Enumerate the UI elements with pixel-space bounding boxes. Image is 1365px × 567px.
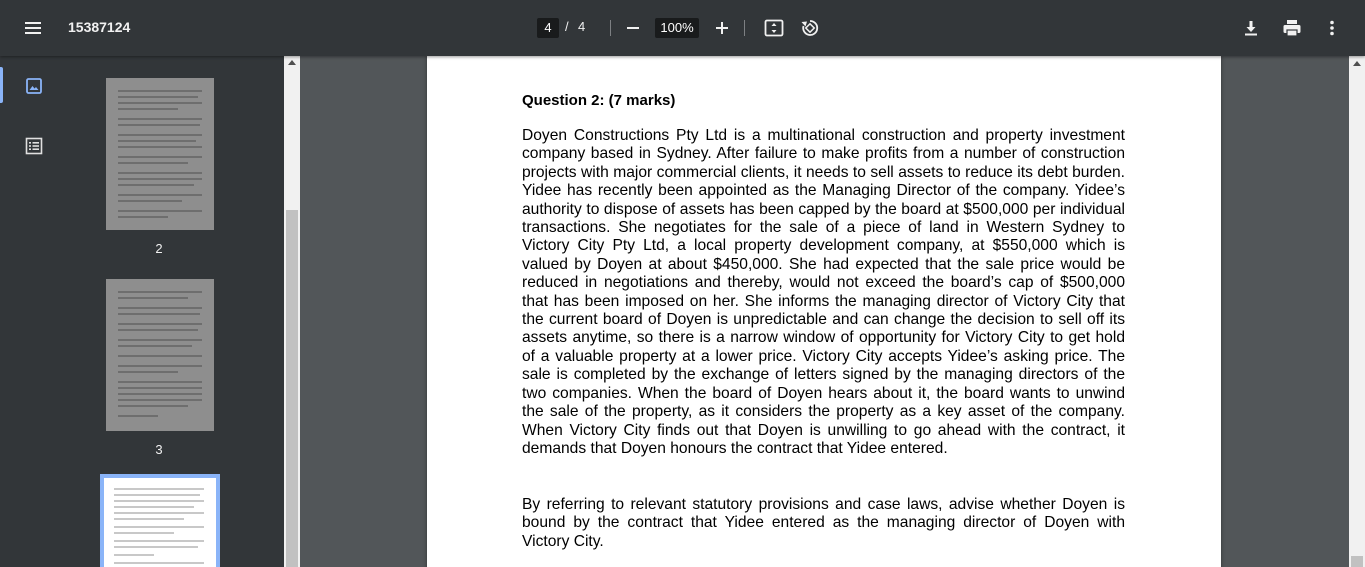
print-icon[interactable] [1282,18,1302,38]
thumbnail-page-2[interactable] [106,78,214,230]
page-number-input[interactable]: 4 [537,18,559,38]
active-indicator [0,67,3,103]
thumbnail-label: 2 [155,241,163,256]
pdf-page [427,56,1221,567]
outline-icon[interactable] [22,134,46,158]
download-icon[interactable] [1241,18,1261,38]
thumbnail-page-3[interactable] [106,279,214,431]
question-instruction: By referring to relevant statutory provisions and case laws, advise whether Doyen is bound by the contract that Yidee entered as the managing director of Doyen with Victory City. [522,496,1125,550]
viewer-scrollbar[interactable] [1349,56,1365,567]
rotate-icon[interactable] [800,18,820,38]
question-paragraph: Doyen Constructions Pty Ltd is a multinational construction and property investment company based in Sydney. After failure to make profits from a number of construction projects with major commercial clients, it needs to sell assets to reduce its debt burden. Yidee has recently been appointed as the Managing Director of the company. Yidee’s authority to dispose of assets has been capped by the board at $500,000 per individual transactions. She negotiates for the sale of a piece of land in Western Sydney to Victory City Pty Ltd, a local property development company, at $550,000 which is valued by Doyen at about $450,000. She had expected that the sale price would be reduced in negotiations and thereby, would not exceed the board’s cap of $500,000 that has been imposed on her. She informs the managing director of Victory City that the current board of Doyen is unpredictable and can change the decision to sell off its assets anytime, so there is a narrow window of opportunity for Victory City to get hold of a valuable property at a lower price. Victory City accepts Yidee’s asking price. The sale is completed by the exchange of letters signed by the managing directors of the two companies. When the board of Doyen hears about it, the board wants to unwind the sale of the property, as it considers the property as a key asset of the company. When Victory City finds out that Doyen is unwilling to go ahead with the contract, it demands that Doyen honours the contract that Yidee entered. [522,127,1125,457]
page-total: 4 [578,19,586,34]
more-vert-icon[interactable] [1322,18,1342,38]
document-title: 15387124 [68,19,131,35]
scroll-up-arrow-icon[interactable] [1353,61,1361,66]
zoom-level-input[interactable]: 100% [655,18,699,38]
sidebar-rail [0,56,68,567]
thumbnails-icon[interactable] [22,74,46,98]
zoom-out-icon[interactable] [622,18,644,38]
menu-icon[interactable] [20,16,44,40]
thumbnail-pane [68,56,284,567]
scrollbar-thumb[interactable] [1351,556,1363,567]
fit-page-icon[interactable] [764,18,784,38]
question-heading: Question 2: (7 marks) [522,92,676,109]
sidebar-scrollbar[interactable] [284,56,300,567]
toolbar-divider [610,20,611,36]
scroll-up-arrow-icon[interactable] [288,60,296,65]
document-viewer [300,56,1349,567]
toolbar-divider [744,20,745,36]
thumbnail-label: 3 [155,442,163,457]
scrollbar-thumb[interactable] [286,210,298,567]
viewer-toolbar [0,0,1365,56]
zoom-in-icon[interactable] [711,18,733,38]
page-separator: / [565,19,569,34]
thumbnail-page-4[interactable] [100,474,220,567]
